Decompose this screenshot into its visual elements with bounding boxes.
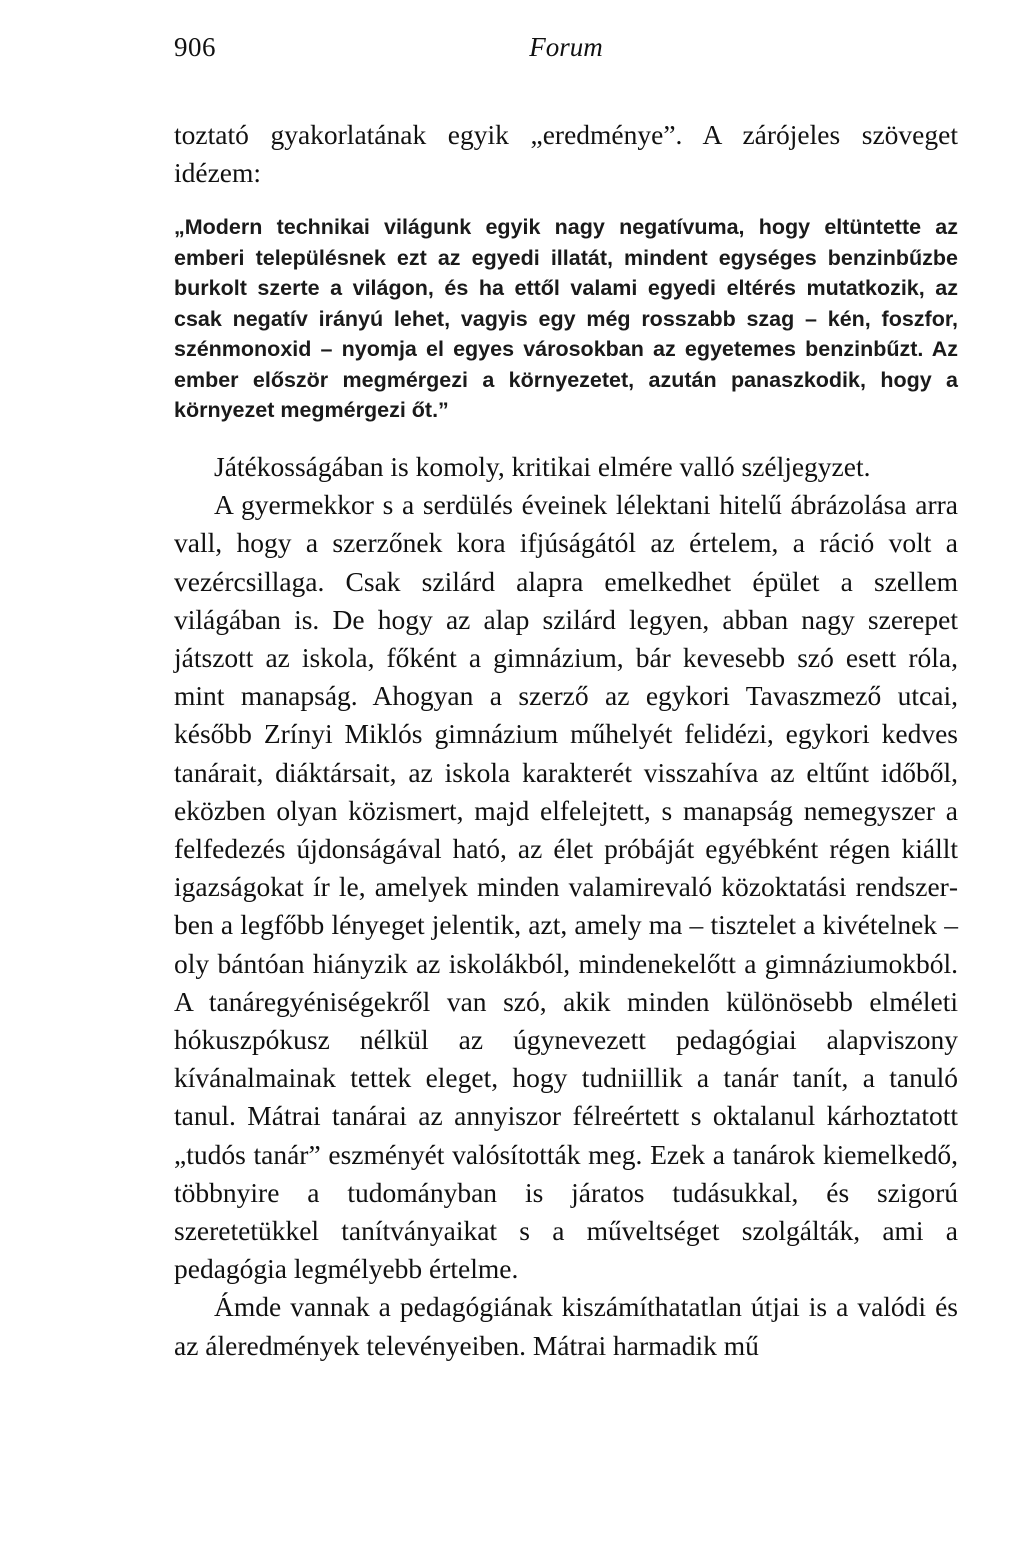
- block-quote: „Modern technikai világunk egyik nagy negatívuma, hogy eltüntette az emberi településnek ezt az egyedi illatát, mindent egységes benzinbűzbe burkolt szerte a világon, és ha ettől valami egyedi eltérés mutatkozik, az csak negatív irányú lehet, vagyis egy még rosszabb szag – kén, foszfor, szénmonoxid – nyomja el egyes városokban az egyetemes benzinbűzt. Az ember először megmérgezi a környezetet, azután panaszkodik, hogy a környezet megmérgezi őt.”: [174, 215, 958, 423]
- document-page: [174, 32, 958, 1365]
- paragraph-marginal-note: Játékosságában is komoly, kritikai elmére valló széljegyzet.: [214, 450, 871, 482]
- page-number: 906: [174, 32, 216, 62]
- running-head: [174, 32, 958, 72]
- paragraph-continuation: toztató gyakorlatának egyik „eredménye”. A zárójeles szöveget idézem:: [174, 119, 958, 189]
- paragraph-school-years: A gyermekkor s a serdülés éveinek lélektani hitelű ábrázolása arra vall, hogy a szerzőnek kora ifjúságától az értelem, a ráció volt a vezércsillaga. Csak szilárd alapra emelkedhet épület a szellem világában is. De hogy az alap szilárd legyen, abban nagy szerepet játszott az iskola, főként a gimnázium, bár kevesebb szó esett róla, mint manapság. Ahogyan a szerző az egykori Tavaszmező utcai, később Zrínyi Miklós gimnázium műhelyét felidézi, egykori kedves tanárait, diáktársait, az iskola karakterét visszahíva az eltűnt időből, eközben olyan közismert, majd elfelejtett, s manapság nemegyszer a felfedezés újdonságával ható, az élet próbáját egyébként régen kiállt igazságokat ír le, amelyek minden valamirevaló közoktatási rendszerben a legfőbb lényeget jelentik, azt, amely ma – tisztelet a kivételnek – oly bántóan hiányzik az iskolákból, mindenekelőtt a gimnáziumokból. A tanáregyéniségekről van szó, akik minden különösebb elméleti hókuszpókusz nélkül az úgynevezett pedagógiai alapviszony kívánalmainak tettek eleget, hogy tudniillik a tanár tanít, a tanuló tanul. Mátrai tanárai az annyiszor félreértett s oktalanul kárhoztatott „tudós tanár” eszményét valósították meg. Ezek a tanárok kiemelkedő, többnyire a tudományban is járatos tudásukkal, és szigorú szeretetükkel tanítványaikat s a műveltséget szolgálták, ami a pedagógia legmélyebb értelme.: [174, 489, 958, 1285]
- running-title: Forum: [529, 32, 603, 62]
- paragraph-pedagogy: Ámde vannak a pedagógiának kiszámíthatatlan útjai is a valódi és az áleredmények televényeiben. Mátrai harmadik mű: [174, 1291, 958, 1361]
